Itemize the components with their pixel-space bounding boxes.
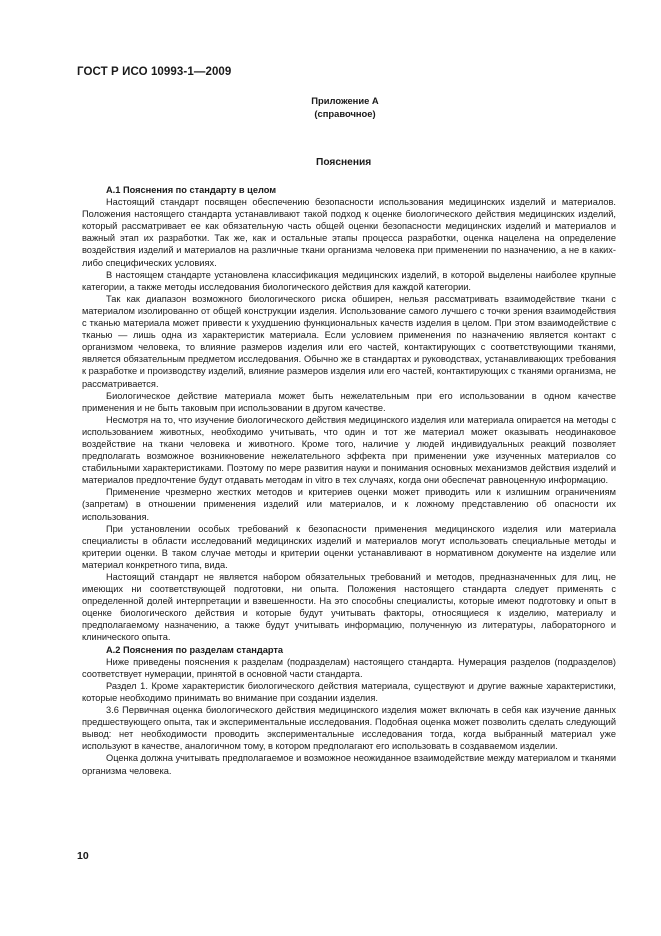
paragraph: Так как диапазон возможного биологического риска обширен, нельзя рассматривать взаимодействие ткани с материалом изолированно от общей конструкции изделия. Использование самого лучшего с точки зрения взаимодействия с тканью материала может привести к ухудшению функциональных качеств изделия в целом. При этом взаимодействие с тканью — лишь одна из характеристик материала. Если условием применения по назначению является контакт с организмом человека, то влияние размеров изделия или его частей, контактирующих с соответствующими тканями, является обязательным предметом исследования. Обычно же в стандартах и руководствах, устанавливающих требования к разработке и производству изделий, влияние размеров изделия или его частей, контактирующих с тканями организма, не рассматривается. (82, 293, 616, 389)
paragraph: Оценка должна учитывать предполагаемое и возможное неожиданное взаимодействие между материалом и тканями организма человека. (82, 753, 616, 776)
document-body (82, 184, 616, 777)
page-number: 10 (77, 850, 89, 862)
paragraph: 3.6 Первичная оценка биологического действия медицинского изделия может включать в себя как изучение данных предшествующего опыта, так и экспериментальные исследования. Подобная оценка может позволить сделать следующий вывод: нет необходимости проводить экспериментальные исследования тогда, когда выбранный материал уже используют в качестве, аналогичном тому, в котором предполагают его использовать в создаваемом изделии. (82, 705, 616, 752)
paragraph: Настоящий стандарт посвящен обеспечению безопасности использования медицинских изделий и материалов. Положения настоящего стандарта устанавливают такой подход к оценке биологического действия медицинских изделий, который рассматривает ее как обязательную часть общей оценки безопасности медицинских изделий и материалов и важный этап их разработки. Так же, как и остальные этапы процесса разработки, оценка нацелена на определение воздействия изделий и материалов на различные ткани организма человека при применении по назначению, а не в каких-либо специфических условиях. (82, 197, 616, 268)
document-header: ГОСТ Р ИСО 10993-1—2009 (77, 66, 232, 78)
paragraph: Применение чрезмерно жестких методов и критериев оценки может приводить или к излишним ограничениям (запретам) в отношении применения изделий или материалов, и к ложному представлению об опасности их использования. (82, 487, 616, 522)
paragraph: Раздел 1. Кроме характеристик биологического действия материала, существуют и другие важные характеристики, которые необходимо принимать во внимание при создании изделия. (82, 680, 616, 703)
paragraph: Настоящий стандарт не является набором обязательных требований и методов, предназначенных для лиц, не имеющих ни соответствующей подготовки, ни опыта. Положения настоящего стандарта следует применять с определенной долей интерпретации и взвешенности. На это способны специалисты, которые имеют подготовку и опыт в оценке биологического действия и которые будут учитывать факторы, относящиеся к изделию, материалу и предполагаемому назначению, а также будут учитывать информацию, полученную из литературы, лабораторного и клинического опыта. (82, 572, 616, 643)
annex-status: (справочное) (314, 108, 376, 119)
section-heading: А.1 Пояснения по стандарту в целом (106, 185, 277, 195)
paragraph: Биологическое действие материала может быть нежелательным при его использовании в одном качестве применения и не быть таковым при использовании в другом качестве. (82, 390, 616, 413)
paragraph: При установлении особых требований к безопасности применения медицинского изделия или материала специалисты в области исследований медицинских изделий и материалов могут использовать специальные методы и критерии оценки. В таком случае методы и критерии оценки устанавливают в нормативном документе на изделие или материал конкретного типа, вида. (82, 523, 616, 570)
annex-block (300, 94, 390, 120)
section-title: Пояснения (316, 157, 372, 168)
annex-label: Приложение А (311, 95, 379, 106)
paragraph: Ниже приведены пояснения к разделам (подразделам) настоящего стандарта. Нумерация разделов (подразделов) соответствует нумерации, принятой в основной части стандарта. (82, 656, 616, 679)
section-heading: А.2 Пояснения по разделам стандарта (106, 644, 284, 655)
paragraph: В настоящем стандарте установлена классификация медицинских изделий, в которой выделены наиболее крупные категории, а также методы исследования биологического действия для каждой категории. (82, 269, 616, 292)
paragraph: Несмотря на то, что изучение биологического действия медицинского изделия или материала опирается на методы с использованием животных, необходимо учитывать, что один и тот же материал может оказывать неодинаковое воздействие на ткани человека и животного. Кроме того, наличие у людей индивидуальных реакций позволяет предполагать возможное возникновение нежелательного эффекта при применении уже изученных материалов со стабильными характеристиками. Поэтому по мере развития науки и понимания основных механизмов действия изделий и материалов предпочтение будут отдавать методам in vitro в тех случаях, когда они обеспечат равноценную информацию. (82, 414, 616, 486)
